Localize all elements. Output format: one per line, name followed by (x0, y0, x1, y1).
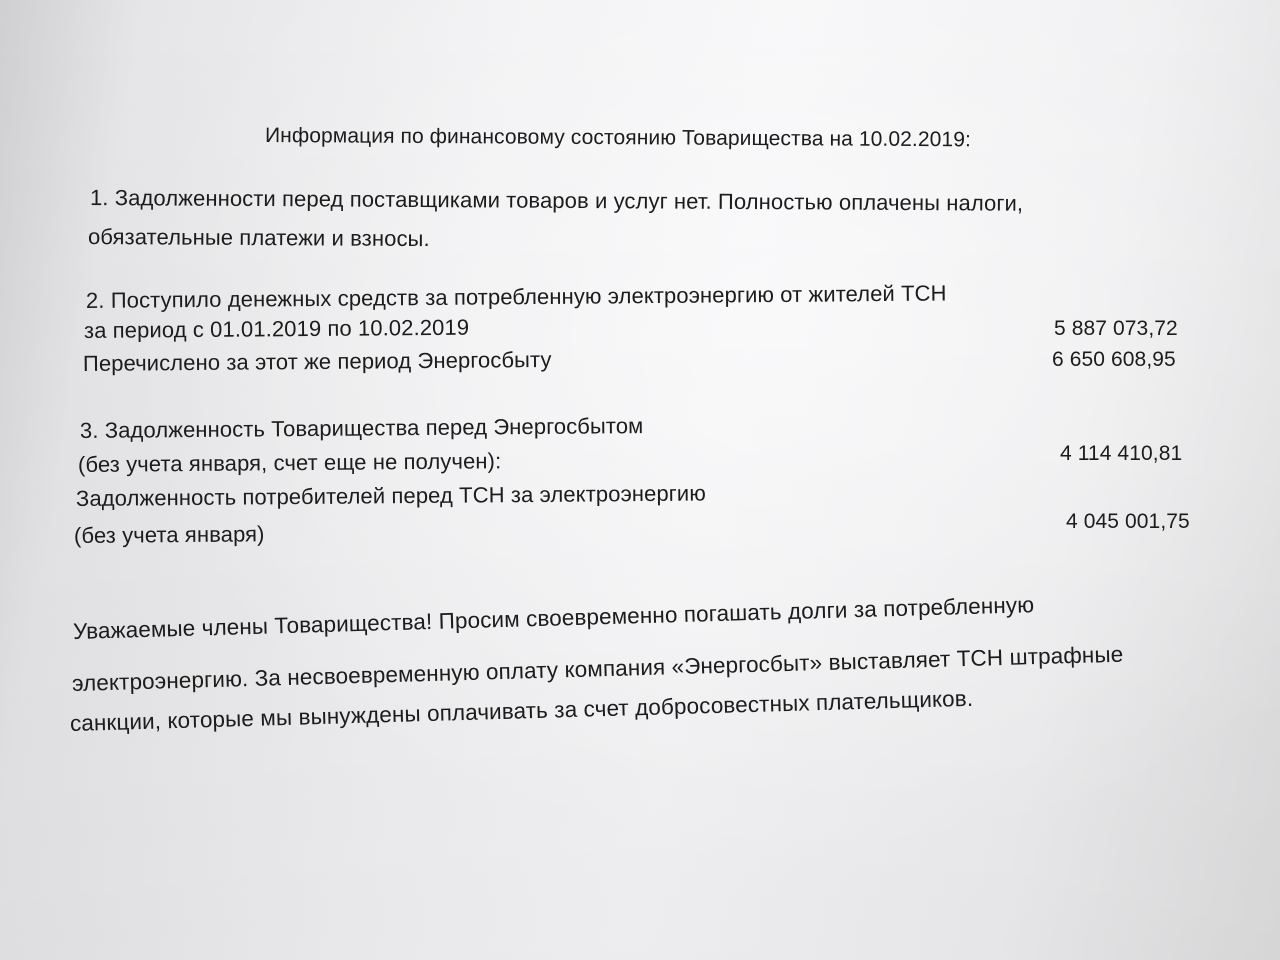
appeal-line-3: санкции, которые мы вынуждены оплачивать за счет добросовестных плательщиков. (69, 685, 974, 736)
section-3-line-4: (без учета января) (73, 521, 265, 548)
section-1-line-2: обязательные платежи и взносы. (87, 224, 430, 252)
section-3-amount-consumer-debt: 4 045 001,75 (1066, 510, 1190, 533)
section-1-line-1: 1. Задолженности перед поставщиками товаров и услуг нет. Полностью оплачены налоги, (89, 185, 1024, 216)
appeal-line-1: Уважаемые члены Товарищества! Просим своевременно погашать долги за потребленную (72, 592, 1035, 644)
section-2-amount-transferred: 6 650 608,95 (1052, 348, 1176, 371)
section-2-line-3: Перечислено за этот же период Энергосбыту (82, 346, 552, 376)
appeal-line-2: электроэнергию. За несвоевременную оплату компания «Энергосбыт» выставляет ТСН штрафные (71, 641, 1124, 696)
section-2-line-2: за период с 01.01.2019 по 10.02.2019 (83, 314, 470, 343)
section-3-amount-partnership-debt: 4 114 410,81 (1060, 442, 1183, 465)
section-3-line-1: 3. Задолженность Товарищества перед Энергосбытом (79, 413, 644, 443)
section-3-line-2: (без учета января, счет еще не получен): (77, 448, 502, 477)
section-2-line-1: 2. Поступило денежных средств за потребленную электроэнергию от жителей ТСН (85, 280, 947, 313)
section-3-line-3: Задолженность потребителей перед ТСН за электроэнергию (75, 480, 706, 511)
document-title: Информация по финансовому состоянию Товарищества на 10.02.2019: (264, 124, 972, 152)
section-2-amount-received: 5 887 073,72 (1054, 317, 1178, 340)
